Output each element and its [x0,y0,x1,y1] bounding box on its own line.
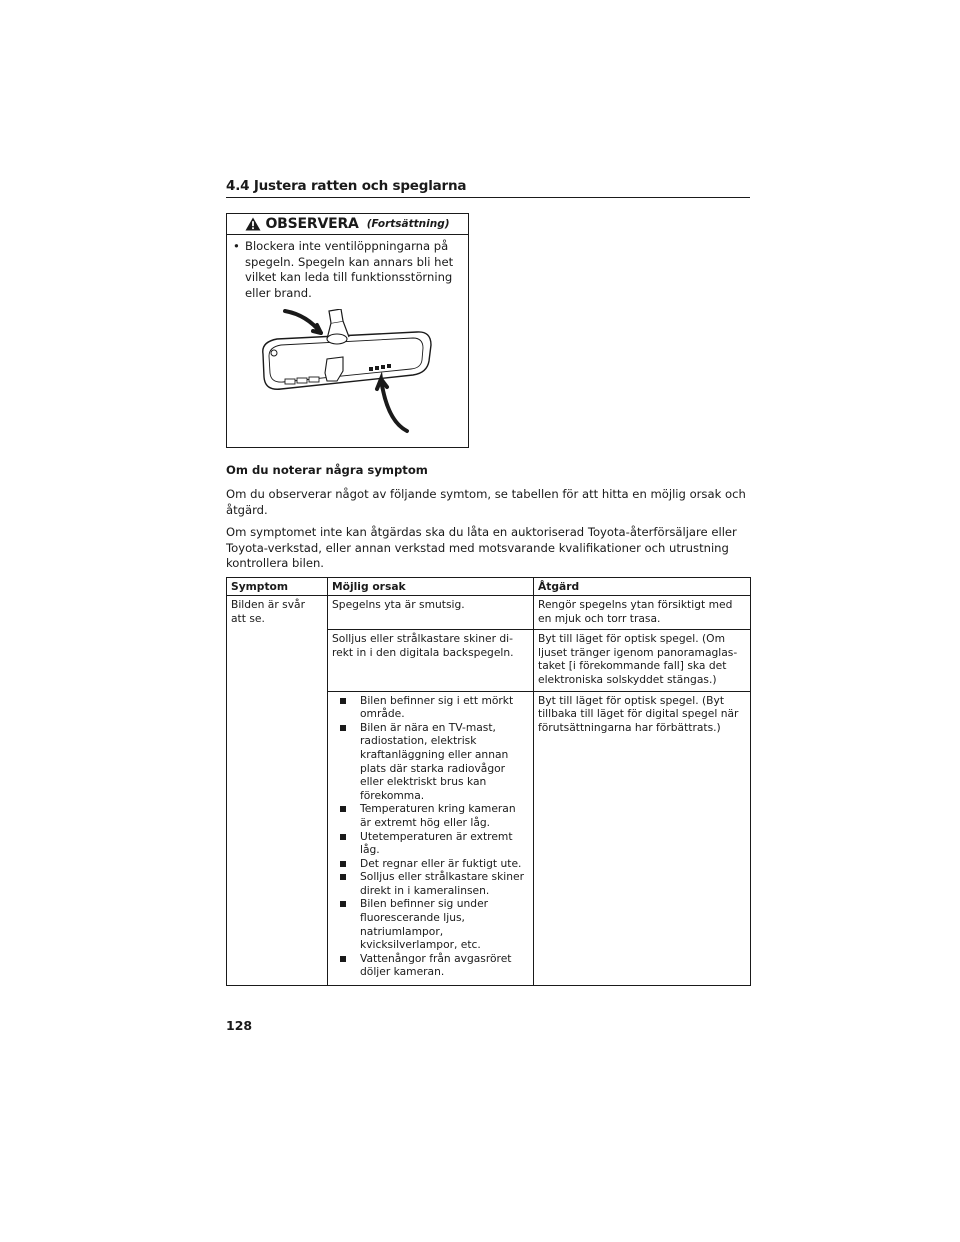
action-cell: Rengör spegelns ytan försiktigt med en mjuk och torr trasa. [534,596,751,630]
caution-box [226,213,469,448]
list-item: Bilen befinner sig under fluorescerande ljus, natriumlampor, kvicksilverlampor, etc. [336,897,529,951]
symptoms-table [226,577,751,986]
header-cause: Möjlig orsak [328,578,534,596]
header-symptom: Symptom [227,578,328,596]
action-cell: Byt till läget för optisk spegel. (Om ljuset tränger igenom panoramaglas-taket [i förekommande fall] ska det elektroniska solskyddet stängas.) [534,630,751,691]
symptom-cell: Bilden är svår att se. [227,596,328,986]
list-item: Solljus eller strålkastare skiner direkt in i kameralinsen. [336,870,529,897]
list-item: Det regnar eller är fuktigt ute. [336,857,529,871]
cause-list-cell [328,691,534,985]
cause-list [332,694,529,979]
caution-header [227,214,468,235]
cause-cell: Solljus eller strålkastare skiner di-rekt in i den digitala backspegeln. [328,630,534,691]
section-title: 4.4 Justera ratten och speglarna [226,178,750,198]
caution-bullet-item [233,239,461,301]
rearview-mirror-illustration [257,309,437,439]
table-row [227,596,751,630]
header-action: Åtgärd [534,578,751,596]
table-header-row [227,578,751,596]
caution-text: Blockera inte ventilöppningarna på spegeln. Spegeln kan annars bli het vilket kan leda till funktionsstörning eller brand. [245,239,454,300]
caution-subtitle: (Fortsättning) [366,218,450,230]
bullet-mark: • [233,239,240,253]
caution-title: OBSERVERA [265,216,359,232]
symptoms-heading: Om du noterar några symptom [226,463,428,477]
list-item: Bilen befinner sig i ett mörkt område. [336,694,529,721]
cause-cell: Spegelns yta är smutsig. [328,596,534,630]
action-cell: Byt till läget för optisk spegel. (Byt tillbaka till läget för digital spegel när förutsättningarna har förbättrats.) [534,691,751,985]
list-item: Utetemperaturen är extremt låg. [336,830,529,857]
warning-triangle-icon [245,217,261,231]
page-number: 128 [226,1018,253,1033]
list-item: Vattenångor från avgasröret döljer kameran. [336,952,529,979]
symptoms-paragraph-1: Om du observerar något av följande symtom, se tabellen för att hitta en möjlig orsak och åtgärd. [226,487,746,517]
symptoms-paragraph-2: Om symptomet inte kan åtgärdas ska du låta en auktoriserad Toyota-återförsäljare eller Toyota-verkstad, eller annan verkstad med motsvarande kvalifikationer och utrustning kontrollera bilen. [226,525,737,570]
list-item: Bilen är nära en TV-mast, radiostation, elektrisk kraftanläggning eller annan plats där starka radiovågor eller elektriskt brus kan förekomma. [336,721,529,803]
list-item: Temperaturen kring kameran är extremt hög eller låg. [336,802,529,829]
